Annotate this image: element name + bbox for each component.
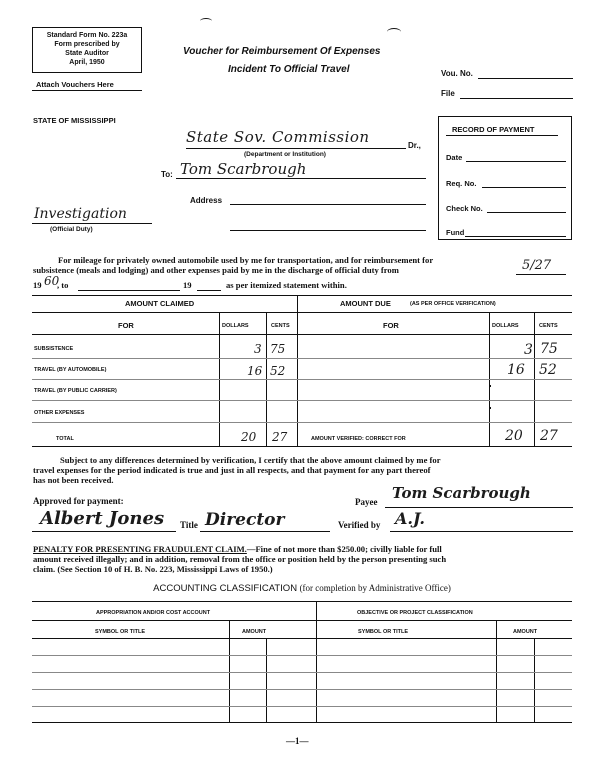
record-req-label: Req. No. [446, 179, 477, 188]
verified-signature: A.J. [395, 509, 425, 528]
form-prescribed: Form prescribed by [54, 41, 120, 48]
file-field[interactable] [460, 98, 573, 99]
to-field[interactable] [176, 178, 426, 179]
record-date-label: Date [446, 153, 463, 162]
accounting-title-row [32, 583, 572, 594]
claimed-col-cents: CENTS [271, 323, 290, 329]
department-caption: (Department or Institution) [244, 151, 326, 158]
to-label: To: [161, 170, 173, 179]
department-handwritten: State Sov. Commission [186, 128, 370, 146]
row-label-subsistence: SUBSISTENCE [34, 346, 74, 352]
certify-line-2: travel expenses for the period indicated is true and just in all respects, and that payment for any part thereof [33, 465, 431, 475]
approver-field[interactable] [32, 531, 176, 532]
official-duty-field[interactable] [32, 223, 152, 224]
mileage-date-from: 5/27 [522, 258, 552, 273]
left-symbol-header: SYMBOL OR TITLE [95, 629, 146, 635]
row-rule-2 [32, 379, 572, 380]
appropriation-header: APPROPRIATION AND/OR COST ACCOUNT [96, 610, 211, 616]
title-handwritten: Director [205, 510, 285, 530]
accounting-subtitle: (for completion by Administrative Office) [299, 583, 451, 593]
left-amount-header: AMOUNT [242, 629, 267, 635]
official-duty-handwritten: Investigation [34, 206, 127, 222]
certify-line-1: Subject to any differences determined by verification, I certify that the above amount claimed by me for [60, 455, 441, 465]
department-suffix: Dr., [408, 141, 421, 150]
claimed-col-dollars: DOLLARS [222, 323, 249, 329]
claimed-travel-dollars: 16 [247, 364, 263, 378]
due-travel-cents: 52 [539, 362, 557, 378]
accounting-title: ACCOUNTING CLASSIFICATION [153, 583, 298, 594]
row-label-total: TOTAL [56, 436, 74, 442]
due-subsistence-dollars: 3 [524, 342, 533, 358]
record-check-field[interactable] [487, 212, 566, 213]
approver-signature: Albert Jones [40, 508, 165, 529]
record-check-label: Check No. [446, 204, 483, 213]
date-from-field[interactable] [516, 274, 566, 275]
year-prefix: 19 [33, 280, 42, 290]
accounting-head-rule [32, 620, 572, 621]
address-label: Address [190, 196, 223, 205]
claimed-total-dollars: 20 [241, 430, 257, 444]
form-auditor: State Auditor [65, 50, 109, 57]
amounts-header-rule [32, 312, 572, 313]
due-dot-2 [489, 407, 491, 409]
due-header: AMOUNT DUE [340, 299, 391, 308]
to-year-label: 19 [183, 280, 192, 290]
amounts-divider [297, 295, 298, 447]
amounts-table [32, 295, 572, 447]
row-label-other: OTHER EXPENSES [34, 410, 85, 416]
form-date: April, 1950 [69, 59, 105, 66]
penalty-text [33, 544, 573, 574]
claimed-total-cents: 27 [272, 430, 288, 444]
amounts-colhead-rule [32, 334, 572, 335]
right-symbol-header: SYMBOL OR TITLE [358, 629, 409, 635]
penalty-line-2: amount received illegally; and in addition, removal from the office or position held by the person presenting such [33, 554, 447, 564]
due-col-cents: CENTS [539, 323, 558, 329]
due-header-note: (AS PER OFFICE VERIFICATION) [410, 301, 496, 307]
claimed-travel-cents: 52 [270, 364, 286, 378]
payee-field[interactable] [385, 507, 573, 508]
penalty-lead: PENALTY FOR PRESENTING FRAUDULENT CLAIM. [33, 544, 247, 554]
certify-line-3: has not been received. [33, 475, 114, 485]
due-subsistence-cents: 75 [540, 341, 558, 357]
claimed-header: AMOUNT CLAIMED [125, 299, 195, 308]
payee-label: Payee [355, 497, 378, 507]
file-label: File [441, 89, 455, 98]
objective-header: OBJECTIVE OR PROJECT CLASSIFICATION [357, 610, 473, 616]
left-amount-split [266, 638, 267, 723]
due-total-cents: 27 [540, 428, 558, 444]
mileage-text-1: For mileage for privately owned automobile used by me for transportation, and for reimbursement for [58, 255, 434, 265]
accounting-row-4[interactable] [32, 706, 572, 707]
attach-label: Attach Vouchers Here [36, 80, 114, 89]
to-date-field[interactable] [78, 290, 180, 291]
vou-no-label: Vou. No. [441, 69, 473, 78]
title-field[interactable] [200, 531, 330, 532]
due-col-dollars: DOLLARS [492, 323, 519, 329]
claimed-subsistence-cents: 75 [270, 342, 286, 356]
row-rule-4 [32, 422, 572, 423]
record-fund-field[interactable] [465, 236, 566, 237]
verified-field[interactable] [390, 531, 573, 532]
mileage-suffix: as per itemized statement within. [226, 280, 347, 290]
record-fund-label: Fund [446, 228, 465, 237]
punch-mark-left [200, 18, 212, 24]
official-duty-caption: (Official Duty) [50, 226, 93, 233]
year-handwritten: 60 [44, 274, 60, 288]
row-label-travel-auto: TRAVEL (BY AUTOMOBILE) [34, 367, 107, 373]
page-number: —1— [286, 736, 309, 746]
state-label: STATE OF MISSISSIPPI [33, 116, 116, 125]
penalty-line-1: —Fine of not more than $250.00; civilly liable for full [246, 544, 442, 554]
form-number-box [32, 27, 142, 73]
to-year-field[interactable] [197, 290, 221, 291]
attach-underline [32, 90, 142, 91]
right-amount-split [534, 638, 535, 723]
penalty-line-3: claim. (See Section 10 of H. B. No. 223, Mississippi Laws of 1950.) [33, 564, 273, 574]
to-date-label: , to [57, 280, 69, 290]
mileage-text-2: subsistence (meals and lodging) and other expenses paid by me in the discharge of official duty from [33, 265, 399, 275]
form-number: Standard Form No. 223a [46, 32, 128, 39]
right-amount-header: AMOUNT [513, 629, 538, 635]
address-field-1[interactable] [230, 204, 426, 205]
row-rule-1 [32, 358, 572, 359]
accounting-row-2[interactable] [32, 672, 572, 673]
due-col-for: FOR [383, 321, 399, 330]
title-label: Title [180, 520, 198, 530]
accounting-row-1[interactable] [32, 655, 572, 656]
form-subtitle: Incident To Official Travel [228, 64, 350, 75]
payee-signature: Tom Scarbrough [392, 484, 531, 502]
due-dot-1 [489, 385, 491, 387]
due-travel-dollars: 16 [507, 362, 525, 378]
to-handwritten: Tom Scarbrough [180, 160, 307, 178]
row-rule-3 [32, 400, 572, 401]
vou-no-field[interactable] [478, 78, 573, 79]
form-title: Voucher for Reimbursement Of Expenses [183, 46, 381, 57]
record-req-field[interactable] [482, 187, 566, 188]
accounting-row-3[interactable] [32, 689, 572, 690]
department-field[interactable] [186, 148, 406, 149]
record-title-rule [446, 135, 558, 136]
address-field-2[interactable] [230, 230, 426, 231]
claimed-subsistence-dollars: 3 [254, 342, 262, 356]
record-title: RECORD OF PAYMENT [452, 125, 535, 134]
amount-verified-label: AMOUNT VERIFIED: CORRECT FOR [311, 436, 406, 442]
record-date-field[interactable] [466, 161, 566, 162]
row-label-travel-public: TRAVEL (BY PUBLIC CARRIER) [34, 388, 117, 394]
due-total-dollars: 20 [505, 428, 523, 444]
claimed-col-for: FOR [118, 321, 134, 330]
approved-label: Approved for payment: [33, 496, 124, 506]
verified-by-label: Verified by [338, 520, 381, 530]
accounting-colhead-rule [32, 638, 572, 639]
punch-mark-right [387, 28, 401, 36]
